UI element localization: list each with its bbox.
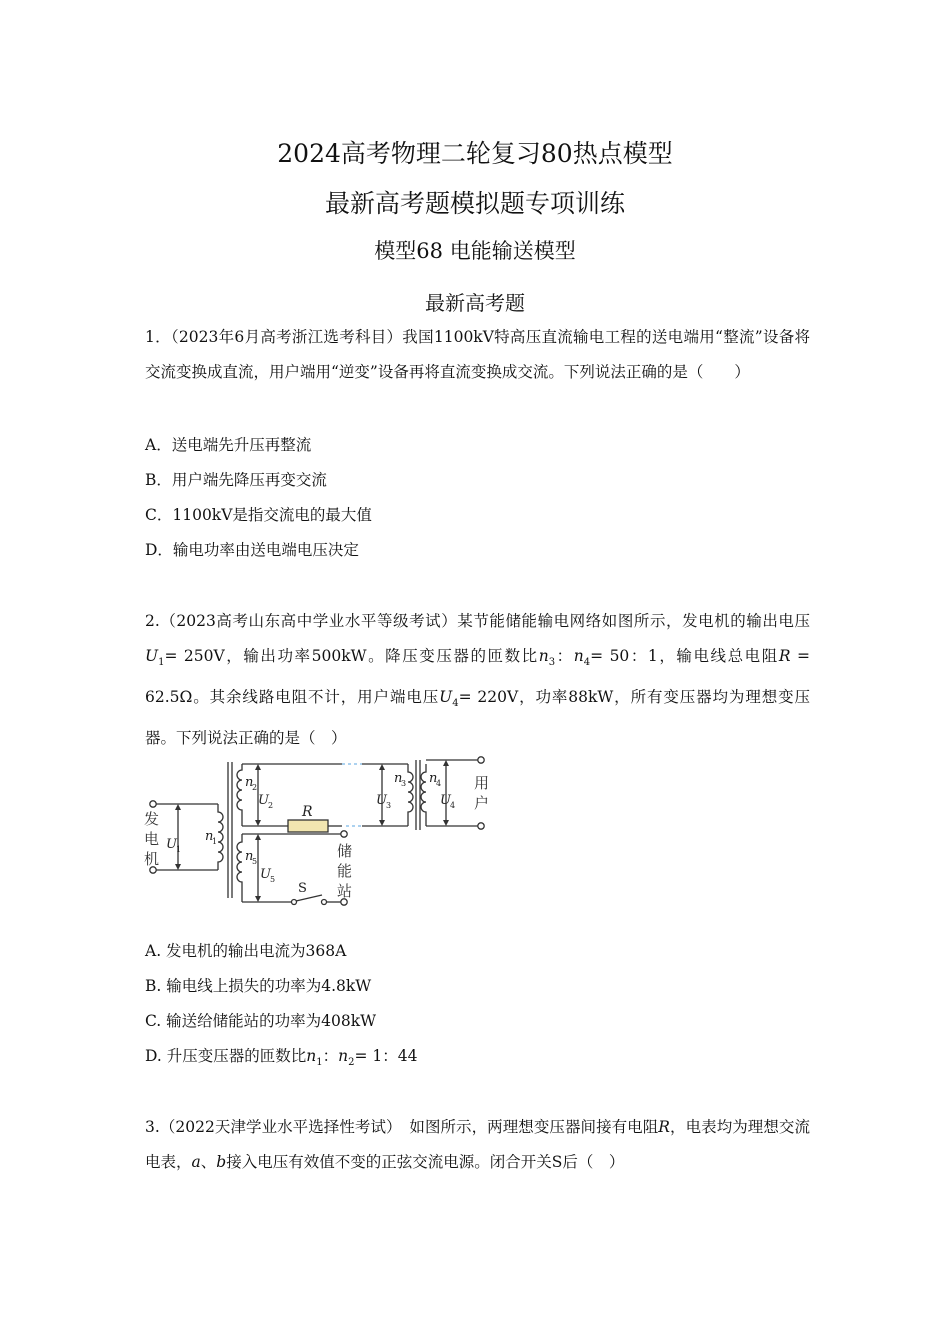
question-1-stem: 1．（2023年6月高考浙江选考科目）我国1100kV特高压直流输电工程的送电端用“整流”设备将交流变换成直流，用户端用“逆变”设备再将直流变换成交流。下列说法正确的是（ ） xyxy=(145,328,810,381)
generator-label-2: 电 xyxy=(144,830,160,848)
svg-text:1: 1 xyxy=(212,837,218,846)
document-subtitle: 最新高考题模拟题专项训练 xyxy=(324,189,625,218)
generator-label-3: 机 xyxy=(144,850,160,868)
transmission-circuit-diagram xyxy=(140,752,500,912)
question-2-option-d: D. 升压变压器的匝数比$n_1$：$n_2= 1$：44 xyxy=(145,1047,418,1069)
station-label-1: 储 xyxy=(337,842,353,860)
svg-text:U: U xyxy=(166,837,177,852)
svg-text:3: 3 xyxy=(386,801,392,810)
svg-text:U: U xyxy=(376,793,387,808)
svg-text:1: 1 xyxy=(176,845,182,854)
question-2-option-a: A. 发电机的输出电流为368A xyxy=(145,942,347,960)
question-3-stem: 3.（2022天津学业水平选择性考试） 如图所示，两理想变压器间接有电阻R，电表均为理想交流电表，a、b接入电压有效值不变的正弦交流电源。闭合开关S后（ ） xyxy=(145,1118,810,1171)
svg-text:U: U xyxy=(440,793,451,808)
svg-text:4: 4 xyxy=(436,779,442,788)
generator-label-1: 发 xyxy=(144,810,160,828)
station-label-3: 站 xyxy=(337,882,353,900)
question-1-option-b: B．用户端先降压再变交流 xyxy=(145,471,327,489)
question-1-option-a: A．送电端先升压再整流 xyxy=(145,436,312,454)
question-2-option-b: B. 输电线上损失的功率为4.8kW xyxy=(145,977,372,995)
svg-text:2: 2 xyxy=(252,783,258,792)
switch-label: S xyxy=(298,881,307,896)
svg-text:5: 5 xyxy=(270,875,276,884)
question-2-stem: 2.（2023高考山东高中学业水平等级考试）某节能储能输电网络如图所示，发电机的输出电压 $U_1= 250V$，输出功率500kW。降压变压器的匝数比$n_3$：$n_4= 50$：1，输电线总电阻R = 62.5Ω。其余线路电阻不计，用户端电压$U_4= 220V$，功率88kW，所有变压器均为理想变压器。下列说法正确的是（ ） xyxy=(145,612,810,748)
question-1-option-c: C．1100kV是指交流电的最大值 xyxy=(145,506,372,524)
svg-text:n: n xyxy=(245,849,254,864)
station-label-2: 能 xyxy=(337,862,353,880)
question-1-option-d: D．输电功率由送电端电压决定 xyxy=(145,541,359,559)
model-title: 模型68 电能输送模型 xyxy=(374,239,576,263)
svg-text:n: n xyxy=(429,771,438,786)
svg-text:2: 2 xyxy=(268,801,274,810)
resistor-label: R xyxy=(302,804,313,820)
svg-text:5: 5 xyxy=(252,857,258,866)
question-2-option-c: C. 输送给储能站的功率为408kW xyxy=(145,1012,377,1030)
user-label-2: 户 xyxy=(474,794,490,812)
user-label-1: 用 xyxy=(474,774,490,792)
svg-text:U: U xyxy=(258,793,269,808)
svg-text:n: n xyxy=(394,771,403,786)
document-title: 2024高考物理二轮复习80热点模型 xyxy=(277,139,673,168)
svg-text:U: U xyxy=(260,867,271,882)
svg-text:n: n xyxy=(205,829,214,844)
svg-text:n: n xyxy=(245,775,254,790)
svg-text:3: 3 xyxy=(401,779,407,788)
svg-text:4: 4 xyxy=(450,801,456,810)
section-title: 最新高考题 xyxy=(425,291,525,315)
